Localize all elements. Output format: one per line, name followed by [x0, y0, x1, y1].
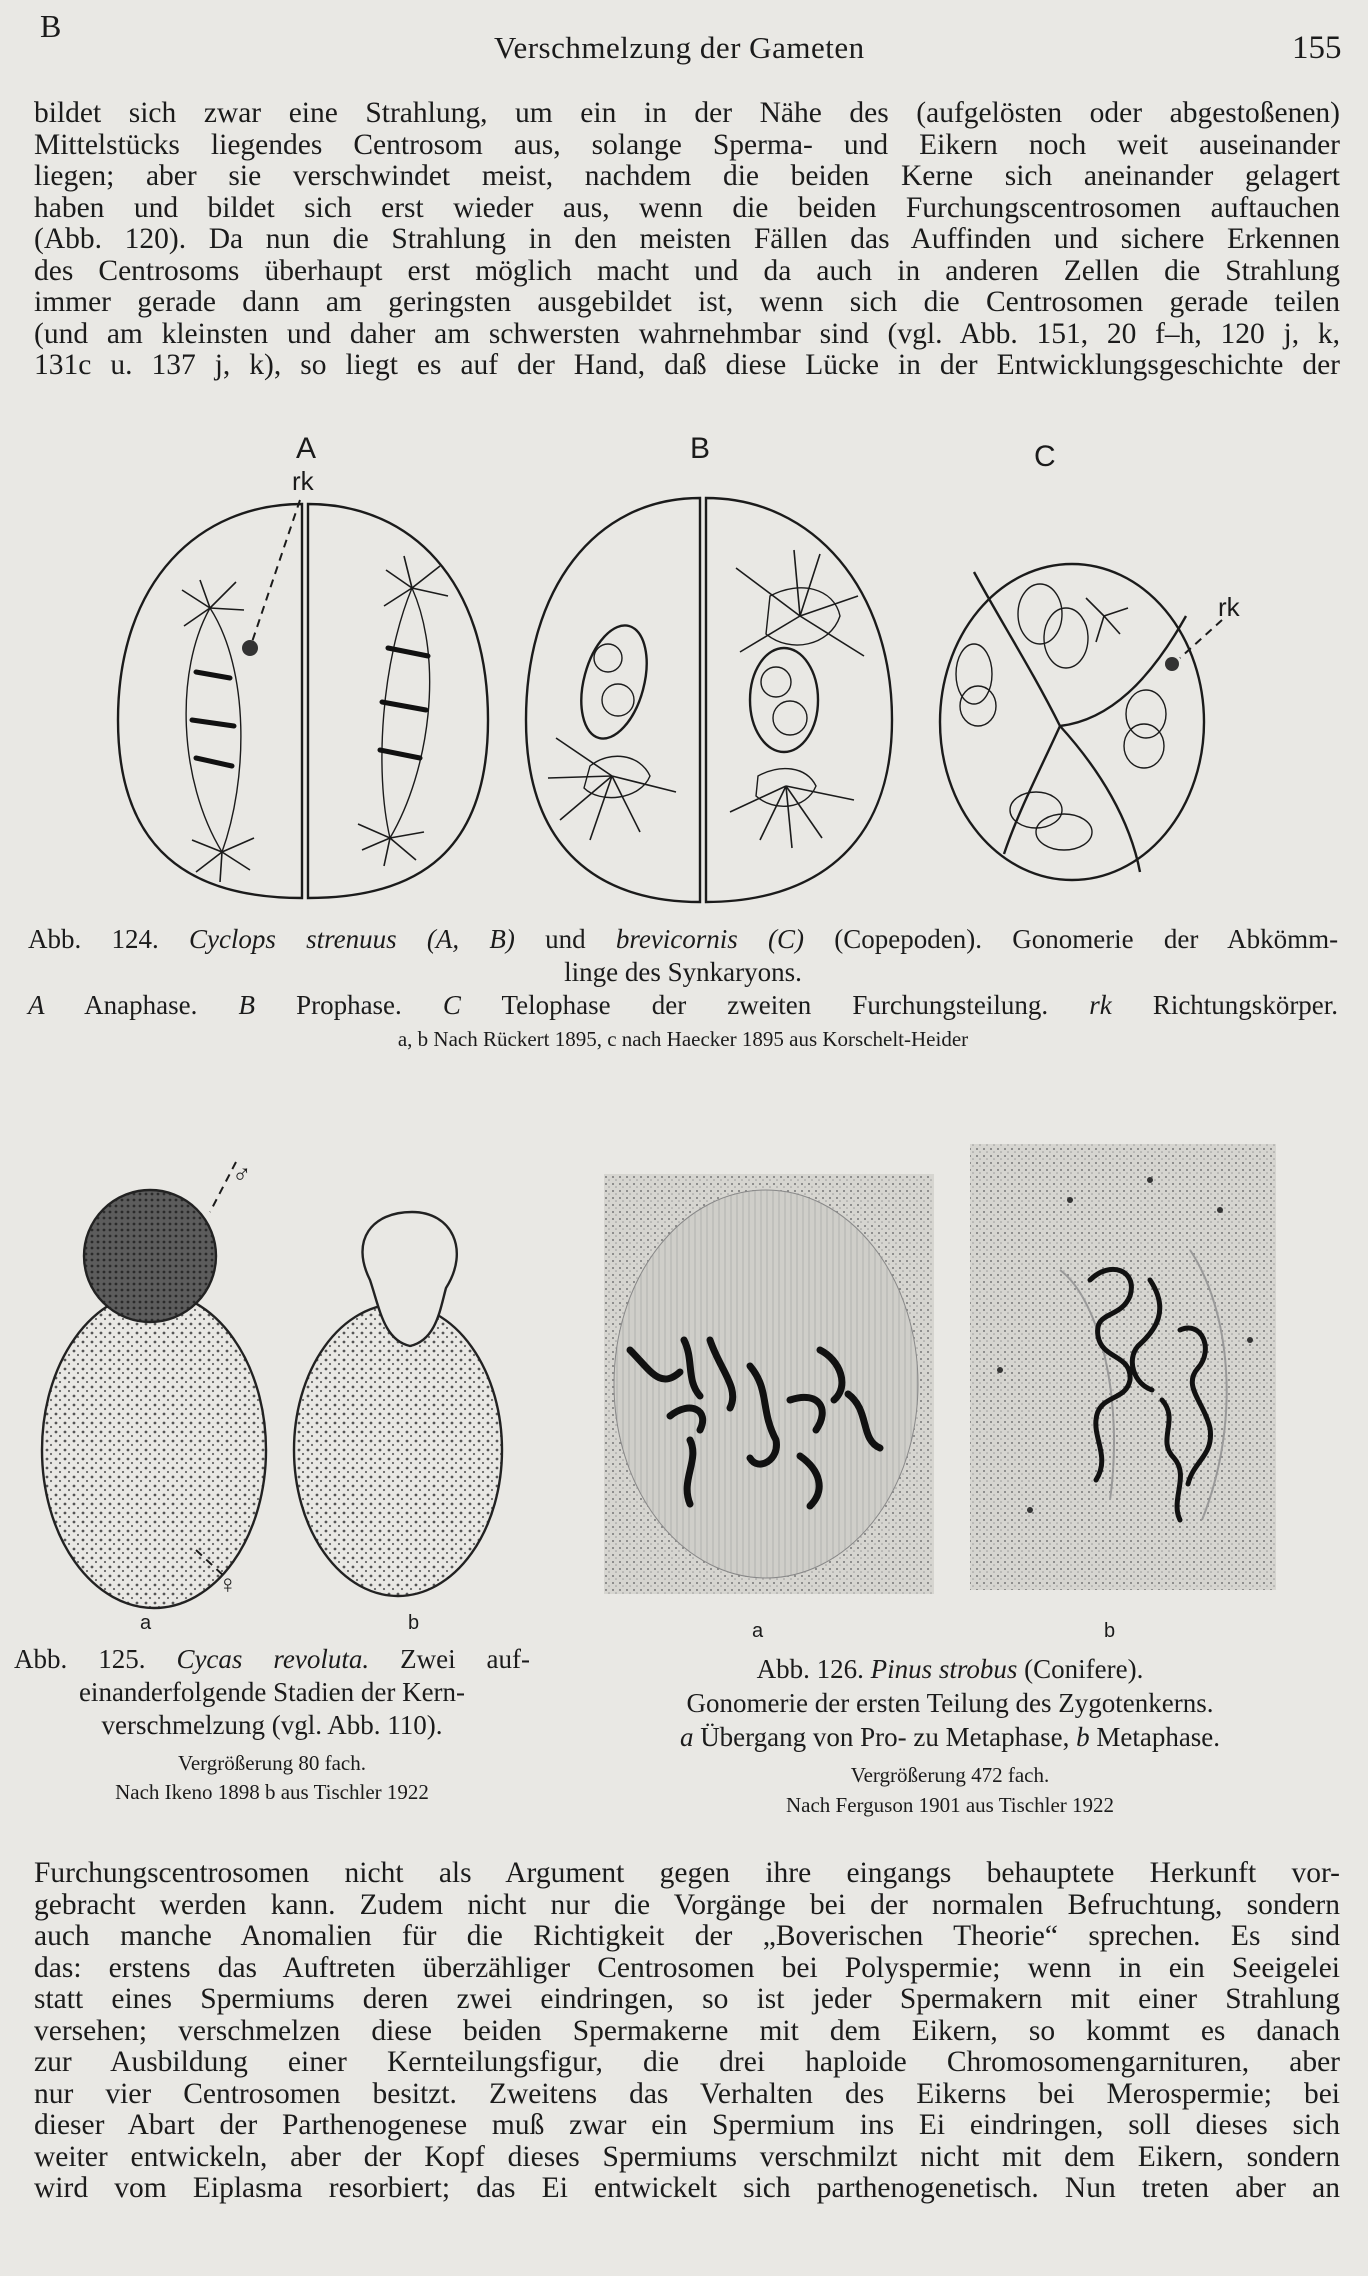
- fig124-label-a: A: [296, 432, 317, 465]
- fig126-caption-line1: [570, 1654, 1330, 1685]
- running-title: Verschmelzung der Gameten: [494, 30, 865, 65]
- fig126-caption-b-text: Metaphase.: [1096, 1722, 1221, 1752]
- fig126-magnification: Vergrößerung 472 fach.: [850, 1763, 1050, 1787]
- fig124-caption-num: Abb. 124.: [28, 924, 159, 954]
- fig124-label-b: B: [690, 432, 711, 465]
- fig126-caption-b-letter: b: [1076, 1722, 1090, 1752]
- fig126-source: Nach Ferguson 1901 aus Tischler 1922: [785, 1793, 1115, 1817]
- figure-124: [0, 420, 1368, 910]
- fig124-caption-richtungskoerper: Richtungskörper.: [1152, 990, 1339, 1020]
- fig126-drawing: [590, 1140, 1290, 1600]
- text-line: das: erstens das Auftreten überzähliger Centrosomen bei Polyspermie; wenn in ein Seeigelei: [34, 1951, 1340, 1984]
- fig125-source: Nach Ikeno 1898 b aus Tischler 1922: [115, 1780, 429, 1804]
- fig125-caption-species: Cycas revoluta.: [176, 1644, 370, 1674]
- fig125-caption-text: Zwei auf-: [400, 1644, 531, 1674]
- text-line: statt eines Spermiums deren zwei eindringen, so ist jeder Spermakern mit einer Strahlung: [34, 1983, 1340, 2015]
- fig126-caption-a-letter: a: [679, 1722, 694, 1752]
- text-line: Furchungscentrosomen nicht als Argument gegen ihre eingangs behauptete Herkunft vor-: [34, 1857, 1340, 1889]
- fig124-caption-b-letter: B: [238, 990, 255, 1020]
- fig125-female-symbol: ♀: [218, 1570, 238, 1599]
- fig124-caption-c-letter: C: [442, 990, 461, 1020]
- text-line: wird vom Eiplasma resorbiert; das Ei entwickelt sich parthenogenetisch. Nun treten aber an: [34, 2172, 1340, 2204]
- fig124-a-cells: [118, 500, 488, 898]
- fig124-caption-species1: Cyclops strenuus: [188, 924, 397, 954]
- fig125-drawing: [0, 1150, 560, 1610]
- fig126-caption-line2: Gonomerie der ersten Teilung des Zygotenkerns.: [686, 1688, 1214, 1718]
- fig126-caption-species: Pinus strobus: [870, 1654, 1018, 1684]
- fig124-caption-paren1: (A, B): [426, 924, 515, 954]
- fig124-caption-species2: brevicornis: [615, 924, 738, 954]
- fig124-rk-label-c: rk: [1218, 592, 1240, 622]
- text-line: zur Ausbildung einer Kernteilungsfigur, die drei haploide Chromosomengarnituren, aber: [34, 2046, 1340, 2078]
- fig125-male-symbol: ♂: [232, 1160, 252, 1189]
- text-line: dieser Abart der Parthenogenese muß zwar ein Spermium ins Ei eindringen, soll dieses sich: [34, 2109, 1340, 2141]
- fig124-drawing: [0, 420, 1368, 910]
- fig124-caption-line3: [28, 990, 1338, 1021]
- top-paragraph: [34, 98, 1340, 382]
- fig124-caption-line1: [28, 924, 1338, 955]
- fig124-caption-und: und: [545, 924, 586, 954]
- bottom-paragraph: [34, 1858, 1340, 2205]
- fig124-caption-rest: (Copepoden). Gonomerie der Abkömm-: [834, 924, 1339, 954]
- fig124-caption-line2: linge des Synkaryons.: [564, 957, 802, 987]
- text-line: nur vier Centrosomen besitzt. Zweitens das Verhalten des Eikerns bei Merospermie; bei: [34, 2077, 1340, 2110]
- page-number: 155: [1292, 30, 1342, 66]
- text-line: immer gerade dann am geringsten ausgebildet ist, wenn sich die Centrosomen gerade teilen: [34, 286, 1340, 318]
- fig124-caption-a-letter: A: [28, 990, 45, 1020]
- fig125-sub-a: a: [140, 1612, 152, 1634]
- text-line: bildet sich zwar eine Strahlung, um ein in der Nähe des (aufgelösten oder abgestoßenen): [34, 97, 1340, 129]
- fig124-caption-anaphase: Anaphase.: [84, 990, 198, 1020]
- fig124-rk-label-a: rk: [292, 466, 314, 496]
- text-line: (Abb. 120). Da nun die Strahlung in den meisten Fällen das Auffinden und sichere Erkennen: [34, 223, 1340, 255]
- fig124-c-cells: [940, 564, 1222, 880]
- fig126-caption-a-text: Übergang von Pro- zu Metaphase,: [700, 1722, 1070, 1752]
- fig124-caption-telophase: Telophase der zweiten Furchungsteilung.: [501, 990, 1049, 1020]
- signature-mark: B: [40, 8, 62, 44]
- fig124-b-cells: [526, 498, 892, 902]
- text-line: des Centrosoms überhaupt erst möglich macht und da auch in anderen Zellen die Strahlung: [34, 254, 1340, 287]
- text-line: weiter entwickeln, aber der Kopf dieses Spermiums verschmilzt nicht mit dem Eikern, sondern: [34, 2140, 1340, 2173]
- text-line: Mittelstücks liegendes Centrosom aus, solange Sperma- und Eikern noch weit auseinander: [34, 128, 1340, 161]
- fig125-caption-line1: [14, 1644, 530, 1675]
- text-line: auch manche Anomalien für die Richtigkeit der „Boverischen Theorie“ sprechen. Es sind: [34, 1920, 1340, 1952]
- text-line: (und am kleinsten und daher am schwersten wahrnehmbar sind (vgl. Abb. 151, 20 f–h, 120 j, k,: [34, 317, 1340, 350]
- fig124-source: a, b Nach Rückert 1895, c nach Haecker 1895 aus Korschelt-Heider: [397, 1027, 969, 1051]
- fig125-caption-line2: einanderfolgende Stadien der Kern-: [78, 1677, 466, 1707]
- fig124-caption-paren2: (C): [768, 924, 805, 954]
- fig125-caption-num: Abb. 125.: [14, 1644, 146, 1674]
- fig125-caption-line3: verschmelzung (vgl. Abb. 110).: [101, 1710, 443, 1740]
- text-line: haben und bildet sich erst wieder aus, wenn die beiden Furchungscentrosomen auftauchen: [34, 191, 1340, 224]
- fig124-caption-prophase: Prophase.: [296, 990, 402, 1020]
- fig126-sub-b: b: [1104, 1620, 1116, 1642]
- text-line: liegen; aber sie verschwindet meist, nachdem die beiden Kerne sich aneinander gelagert: [34, 160, 1340, 192]
- fig125-magnification: Vergrößerung 80 fach.: [178, 1751, 366, 1775]
- fig124-caption-rk: rk: [1089, 990, 1112, 1020]
- text-line: versehen; verschmelzen diese beiden Spermakerne mit dem Eikern, so kommt es danach: [34, 2014, 1340, 2047]
- fig126-caption-num: Abb. 126.: [756, 1654, 864, 1684]
- fig126-sub-a: a: [752, 1620, 764, 1642]
- fig126-caption-text: (Conifere).: [1024, 1654, 1144, 1684]
- fig124-label-c: C: [1034, 440, 1056, 473]
- text-line: gebracht werden kann. Zudem nicht nur die Vorgänge bei der normalen Befruchtung, sondern: [34, 1888, 1340, 1921]
- fig126-caption-line3: [570, 1722, 1330, 1753]
- fig125-sub-b: b: [408, 1612, 420, 1634]
- text-line: 131c u. 137 j, k), so liegt es auf der Hand, daß diese Lücke in der Entwicklungsgeschichte der: [34, 349, 1340, 381]
